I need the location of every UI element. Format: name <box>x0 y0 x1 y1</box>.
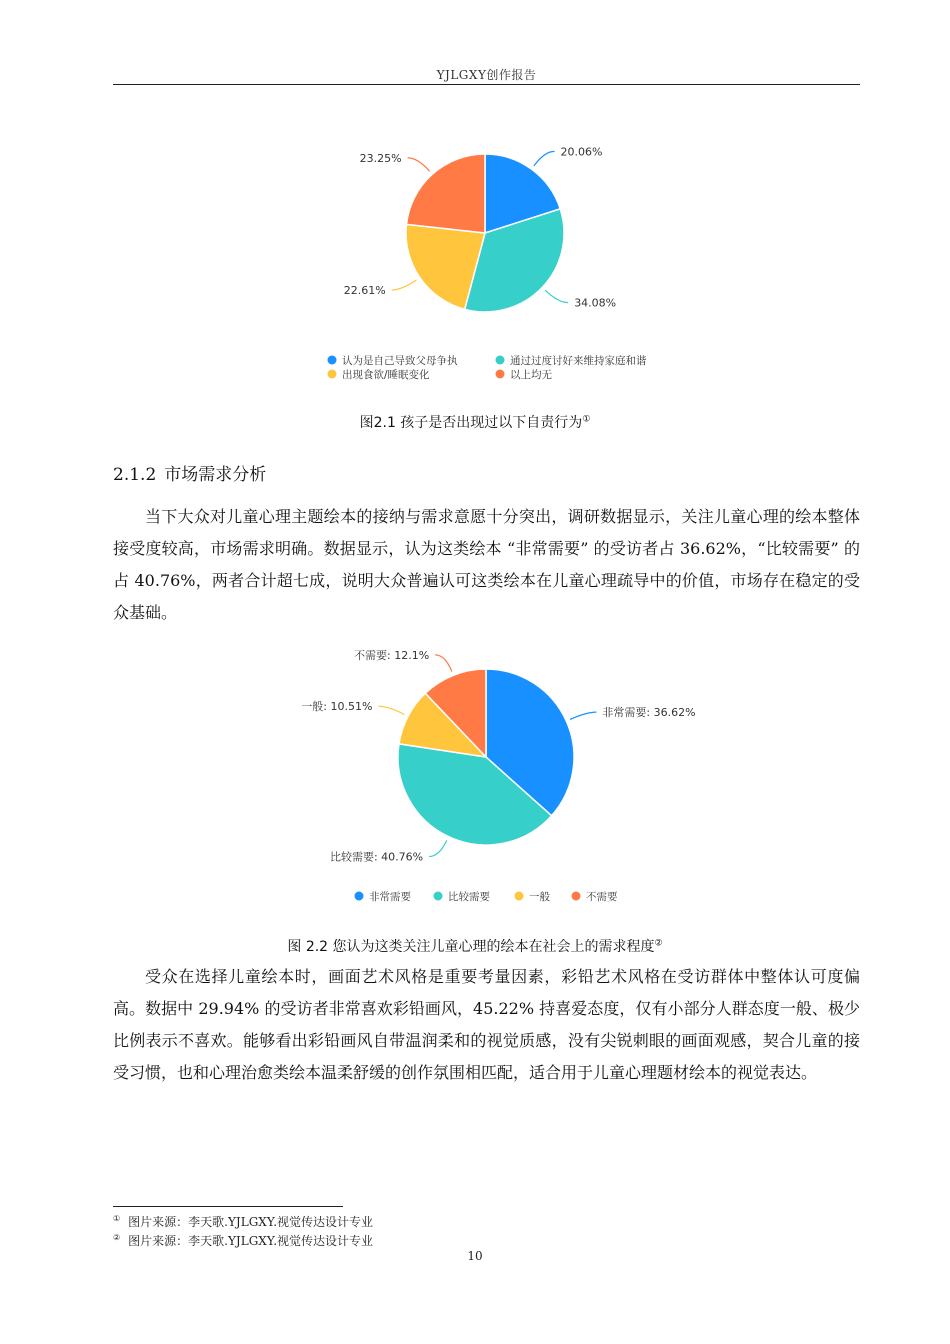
section-heading <box>113 460 266 485</box>
chart2-legend-marker-1 <box>434 892 443 901</box>
chart2-leader-0 <box>570 712 596 719</box>
figure-caption-1-text: 图2.1 孩子是否出现过以下自责行为 <box>359 415 583 431</box>
chart1-legend-marker-3 <box>496 370 505 379</box>
footnote-1-mark: ① <box>113 1214 121 1223</box>
paragraph-market-demand: 当下大众对儿童心理主题绘本的接纳与需求意愿十分突出，调研数据显示，关注儿童心理的绘本整体接受度较高，市场需求明确。数据显示，认为这类绘本 “非常需要” 的受访者占 36.62%，“比较需要” 的占 40.76%，两者合计超七成，说明大众普遍认可这类绘本在儿童心理疏导中的价值，市场存在稳定的受众基础。 <box>113 507 860 622</box>
chart1-data-label-2: 22.61% <box>343 284 386 298</box>
chart1-legend-label-1: 通过过度讨好来维持家庭和谐 <box>510 355 647 367</box>
chart1-legend-marker-2 <box>328 370 337 379</box>
paragraph-art-style: 受众在选择儿童绘本时，画面艺术风格是重要考量因素，彩铅艺术风格在受访群体中整体认可度偏高。数据中 29.94% 的受访者非常喜欢彩铅画风，45.22% 持喜爱态度，仅有小部分人群态度一般、极少比例表示不喜欢。能够看出彩铅画风自带温润柔和的视觉质感，没有尖锐刺眼的画面观感，契合儿童的接受习惯，也和心理治愈类绘本温柔舒缓的创作氛围相匹配，适合用于儿童心理题材绘本的视觉表达。 <box>113 967 860 1082</box>
chart2-data-label-1: 比较需要: 40.76% <box>329 850 424 864</box>
chart2-data-label-2: 一般: 10.51% <box>301 700 373 714</box>
pie-chart-self-blame <box>280 130 680 390</box>
figure-caption-2-note: ② <box>654 938 663 949</box>
chart2-leader-1 <box>429 840 447 856</box>
chart1-legend-label-2: 出现食欲/睡眠变化 <box>342 369 430 381</box>
chart1-legend-label-0: 认为是自己导致父母争执 <box>342 355 458 367</box>
chart1-legend-marker-0 <box>328 356 337 365</box>
chart1-legend-marker-1 <box>496 356 505 365</box>
page-header: YJLGXY创作报告 <box>436 68 537 82</box>
chart1-leader-2 <box>392 280 417 290</box>
footnote-1-text: 图片来源：李天歌.YJLGXY.视觉传达设计专业 <box>128 1215 374 1229</box>
chart1-leader-1 <box>545 290 568 302</box>
chart2-leader-3 <box>435 655 452 672</box>
chart2-legend-label-2: 一般 <box>529 891 550 903</box>
header-rule <box>113 84 860 85</box>
chart2-data-label-3: 不需要: 12.1% <box>354 648 430 662</box>
footnote-2-text: 图片来源：李天歌.YJLGXY.视觉传达设计专业 <box>128 1234 374 1248</box>
section-number: 2.1.2 <box>113 465 157 485</box>
chart2-legend-marker-0 <box>355 892 364 901</box>
figure-caption-2 <box>0 936 950 956</box>
footnote-1 <box>113 1213 373 1230</box>
chart2-leader-2 <box>378 706 404 714</box>
chart2-legend-label-3: 不需要 <box>586 891 618 903</box>
figure-caption-2-text: 图 2.2 您认为这类关注儿童心理的绘本在社会上的需求程度 <box>287 939 655 955</box>
chart1-legend-label-3: 以上均无 <box>510 369 552 381</box>
footnote-2-mark: ② <box>113 1233 121 1242</box>
footnote-2 <box>113 1232 373 1249</box>
chart2-legend-label-0: 非常需要 <box>369 891 411 903</box>
chart1-data-label-1: 34.08% <box>574 296 617 310</box>
chart2-legend-marker-2 <box>515 892 524 901</box>
chart1-leader-3 <box>408 158 430 171</box>
chart2-legend-marker-3 <box>572 892 581 901</box>
chart1-slice-3 <box>406 154 485 233</box>
chart1-data-label-0: 20.06% <box>560 145 603 159</box>
footnote-rule <box>113 1206 343 1207</box>
section-title: 市场需求分析 <box>164 465 267 485</box>
figure-caption-1 <box>0 412 950 432</box>
chart1-leader-0 <box>534 151 555 166</box>
chart2-data-label-0: 非常需要: 36.62% <box>602 706 696 720</box>
page-number: 10 <box>467 1249 483 1263</box>
figure-caption-1-note: ① <box>582 414 591 425</box>
pie-chart-demand <box>275 640 715 915</box>
chart1-data-label-3: 23.25% <box>359 151 402 165</box>
chart2-legend-label-1: 比较需要 <box>448 891 490 903</box>
